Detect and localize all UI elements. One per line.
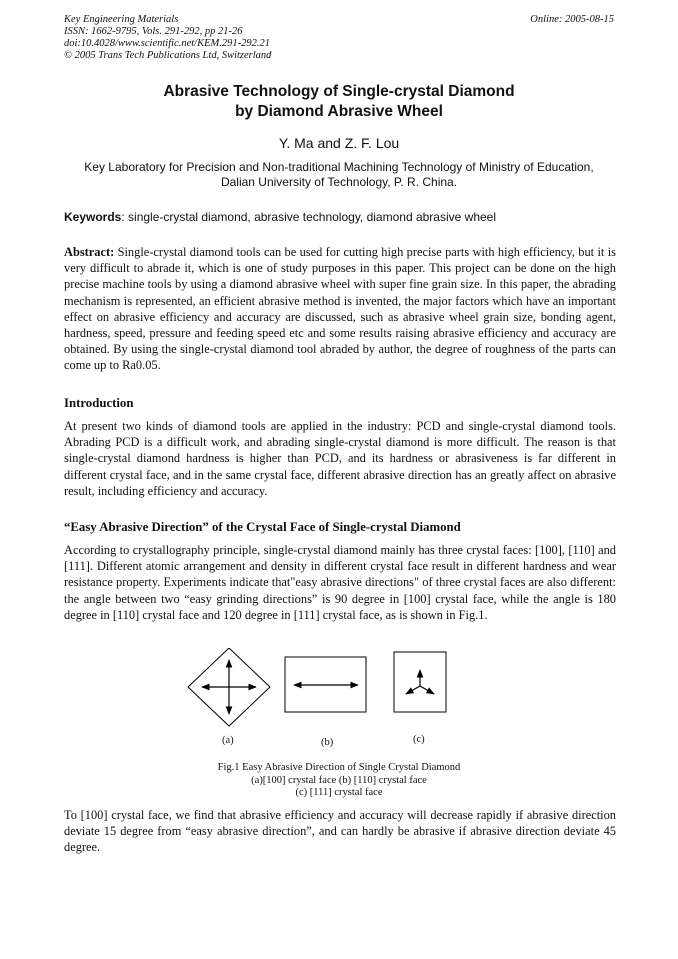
figure-1-diagram [0, 648, 678, 758]
paper-title [0, 82, 678, 122]
title-line-2: by Diamond Abrasive Wheel [235, 103, 443, 120]
keywords [64, 210, 616, 224]
abstract-label: Abstract: [64, 245, 115, 259]
closing-paragraph: To [100] crystal face, we find that abrasive efficiency and accuracy will decrease rapidly if abrasive direction deviate 15 degree from “easy abrasive direction”, and can hardly be abrasive if abrasive direction deviate 45 degree. [64, 808, 616, 855]
title-line-1: Abrasive Technology of Single-crystal Diamond [163, 83, 515, 100]
face-110-diagram [285, 657, 366, 712]
journal-header [64, 14, 614, 62]
section2-paragraph: According to crystallography principle, single-crystal diamond mainly has three crystal faces: [100], [110] and [111]. Different atomic arrangement and density in different crystal face result in different hardness and wear resistance property. Experiments indicate that"easy abrasive directions" of three crystal faces are also different: the angle between two “easy grinding directions” is 90 degree in [100] crystal face, while the angle is 180 degree in [110] crystal face and 120 degree in [111] crystal face, as is shown in Fig.1. [64, 543, 616, 622]
journal-doi: doi:10.4028/www.scientific.net/KEM.291-292.21 [64, 38, 270, 49]
online-date: Online: 2005-08-15 [530, 14, 614, 25]
figure-label-b: (b) [321, 737, 334, 748]
figure-label-a: (a) [222, 735, 234, 746]
journal-copyright: © 2005 Trans Tech Publications Ltd, Switzerland [64, 50, 272, 61]
figure-label-c: (c) [413, 734, 425, 745]
intro-paragraph: At present two kinds of diamond tools are applied in the industry: PCD and single-crystal diamond tools. Abrading PCD is a difficult work, and abrading single-crystal diamond is more difficult. The reason is that single-crystal diamond hardness is higher than PCD, and its hardness or abrasiveness is far different in different crystal face, and in the same crystal face, different abrasive direction has an greatly affect on abrasive result, including efficiency and accuracy. [64, 419, 616, 498]
face-111-diagram [394, 652, 446, 712]
face-100-diagram [188, 648, 270, 726]
journal-issn: ISSN: 1662-9795, Vols. 291-292, pp 21-26 [64, 26, 243, 37]
figure-caption-line-3: (c) [111] crystal face [295, 787, 383, 798]
authors: Y. Ma and Z. F. Lou [278, 135, 400, 151]
abstract-text: Single-crystal diamond tools can be used for cutting high precise parts with high efficiency, but it is very difficult to abrade it, which is one of study purposes in this paper. This project can be done on the high precise machine tools by using a diamond abrasive wheel with super fine grain size. In this paper, the abrading mechanism is represented, an efficient abrasive method is invented, the major factors which have an important effect on abrasive efficiency and accuracy are discussed, such as abrasive wheel grain size, bonding agent, hardness, speed, pressure and feeding speed etc and some results raising abrasive efficiency and accuracy are obtained. By using the single-crystal diamond tool abraded by author, the degree of roughness of the parts can come up to Ra0.05. [64, 245, 616, 373]
figure-caption [0, 762, 678, 800]
figure-caption-line-2: (a)[100] crystal face (b) [110] crystal face [251, 774, 427, 786]
affiliation [40, 160, 638, 190]
affiliation-line-1: Key Laboratory for Precision and Non-traditional Machining Technology of Ministry of Education, [84, 160, 594, 174]
keywords-label: Keywords [64, 210, 122, 224]
intro-heading: Introduction [64, 396, 134, 410]
section2-heading: “Easy Abrasive Direction” of the Crystal Face of Single-crystal Diamond [64, 520, 461, 534]
abstract [64, 244, 616, 374]
affiliation-line-2: Dalian University of Technology, P. R. China. [220, 175, 458, 189]
journal-name: Key Engineering Materials [64, 14, 179, 25]
keywords-text: : single-crystal diamond, abrasive technology, diamond abrasive wheel [121, 210, 497, 224]
figure-caption-line-1: Fig.1 Easy Abrasive Direction of Single Crystal Diamond [217, 762, 461, 773]
